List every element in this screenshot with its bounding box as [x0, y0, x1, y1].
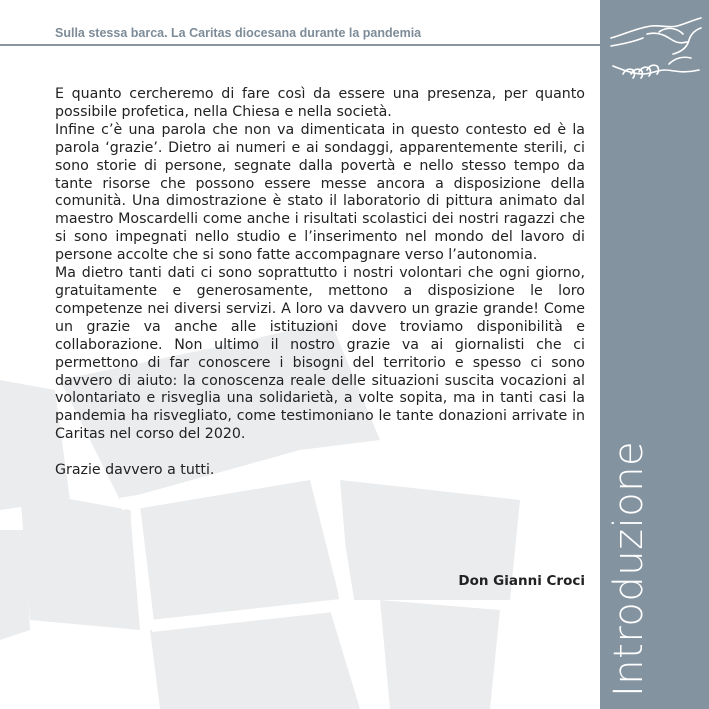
section-label: Introduzione: [606, 440, 652, 697]
closing-line: Grazie davvero a tutti.: [55, 462, 215, 479]
paragraph: E quanto cercheremo di fare così da essere una presenza, per quanto possibile profetica, nella Chiesa e nella società.: [55, 86, 585, 120]
author-signature: Don Gianni Croci: [458, 573, 585, 589]
body-text: [55, 86, 585, 480]
paragraph: Infine c’è una parola che non va dimenticata in questo contesto ed è la parola ‘grazie’. Dietro ai numeri e ai sondaggi, apparentemente sterili, ci sono storie di persone, segnate dalla povertà e nello stesso tempo da tante risorse che possono essere messe ancora a disposizione della comunità. Una dimostrazione è stato il laboratorio di pittura animato dal maestro Moscardelli come anche i risultati scolastici dei nostri ragazzi che si sono impegnati nello studio e l’inserimento nel mondo del lavoro di persone accolte che si sono fatte accompagnare verso l’autonomia.: [55, 121, 585, 264]
handshake-icon: [607, 8, 703, 88]
paragraph: Ma dietro tanti dati ci sono soprattutto i nostri volontari che ogni giorno, gratuitamente e generosamente, mettono a disposizione le loro competenze nei diversi servizi. A loro va davvero un grazie grande! Come un grazie va anche alle istituzioni dove troviamo disponibilità e collaborazione. Non ultimo il nostro grazie va ai giornalisti che ci permettono di far conoscere i bisogni del territorio e spesso ci sono davvero di aiuto: la conoscenza reale delle situazioni suscita vocazioni al volontariato e risveglia una solidarietà, a volte sopita, ma in tanti casi la pandemia ha risvegliato, come testimoniano le tante donazioni arrivate in Caritas nel corso del 2020.: [55, 265, 585, 443]
running-header: Sulla stessa barca. La Caritas diocesana durante la pandemia: [55, 26, 422, 40]
header-rule: [0, 44, 600, 46]
